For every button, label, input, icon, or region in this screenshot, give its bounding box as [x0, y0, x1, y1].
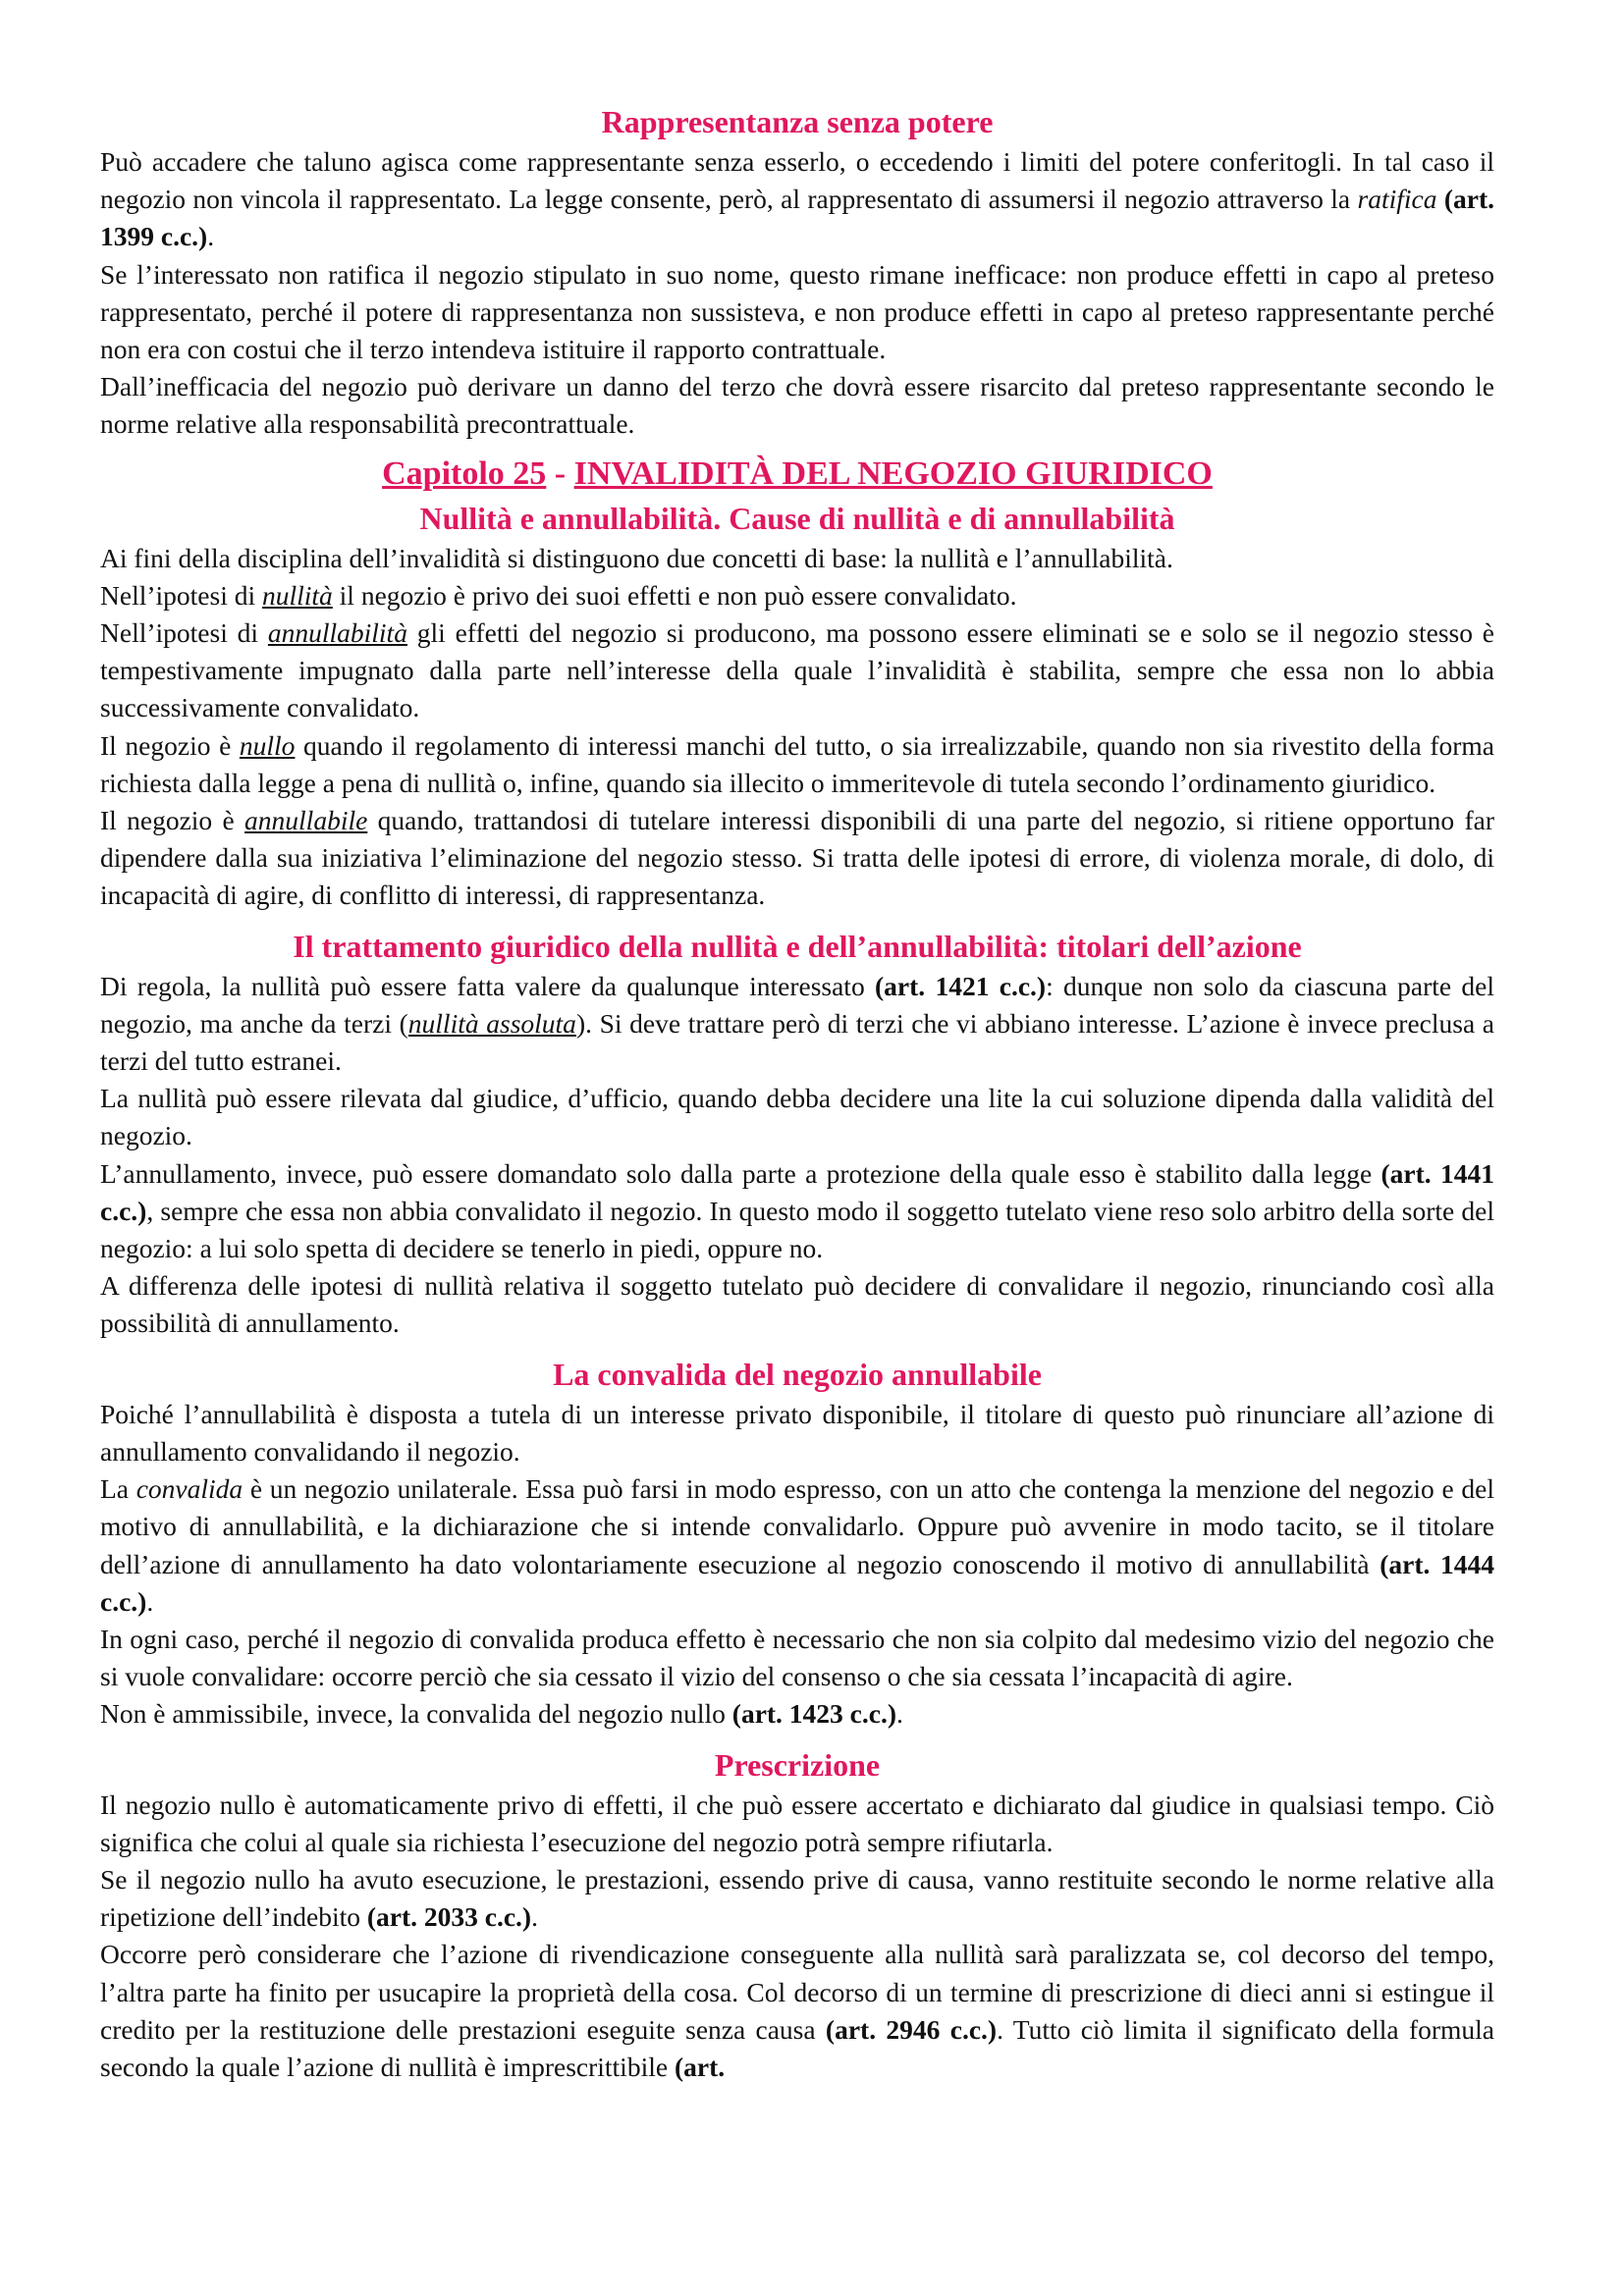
chapter-number: Capitolo 25 — [382, 454, 547, 492]
article-reference: (art. 2033 c.c.) — [366, 1901, 532, 1933]
paragraph: Se il negozio nullo ha avuto esecuzione, le prestazioni, essendo prive di causa, vanno restituite secondo le norme relative alla ripetizione dell’indebito (art. 2033 c.c.). — [100, 1863, 1494, 1933]
paragraph: Nell’ipotesi di nullità il negozio è privo dei suoi effetti e non può essere convalidato. — [100, 579, 1017, 611]
paragraph: La nullità può essere rilevata dal giudice, d’ufficio, quando debba decidere una lite la cui soluzione dipenda dalla validità del negozio. — [100, 1083, 1494, 1151]
section-title-rappresentanza: Rappresentanza senza potere — [601, 104, 994, 139]
chapter-title: Capitolo 25 - INVALIDITÀ DEL NEGOZIO GIURIDICO — [382, 454, 1213, 492]
chapter-name: INVALIDITÀ DEL NEGOZIO GIURIDICO — [573, 454, 1213, 492]
section-title-prescrizione: Prescrizione — [714, 1746, 881, 1783]
section-title-convalida: La convalida del negozio annullabile — [553, 1356, 1042, 1392]
article-reference: (art. 1421 c.c.) — [875, 970, 1047, 1001]
paragraph: A differenza delle ipotesi di nullità relativa il soggetto tutelato può decidere di convalidare il negozio, rinunciando così alla possibilità di annullamento. — [100, 1270, 1494, 1339]
paragraph: Non è ammissibile, invece, la convalida del negozio nullo (art. 1423 c.c.). — [100, 1698, 903, 1730]
paragraph: Il negozio è annullabile quando, trattandosi di tutelare interessi disponibili di una parte del negozio, si ritiene opportuno far dipendere dalla sua iniziativa l’eliminazione del negozio stesso. Si tratta delle ipotesi di errore, di violenza morale, di dolo, di incapacità di agire, di conflitto di interessi, di rappresentanza. — [100, 805, 1495, 911]
paragraph: In ogni caso, perché il negozio di convalida produca effetto è necessario che non sia colpito dal medesimo vizio del negozio che si vuole convalidare: occorre perciò che sia cessato il vizio del consenso o che sia cessata l’incapacità di agire. — [100, 1623, 1494, 1692]
emphasis-term: annullabile — [244, 805, 368, 836]
document-page — [100, 100, 1494, 2086]
paragraph: Ai fini della disciplina dell’invalidità si distinguono due concetti di base: la nullità e l’annullabilità. — [100, 542, 1173, 573]
paragraph: Se l’interessato non ratifica il negozio stipulato in suo nome, questo rimane inefficace: non produce effetti in capo al preteso rappresentato, perché il potere di rappresentanza non sussisteva, e non produce effetti in capo al preteso rappresentante perché non era con costui che il terzo intendeva istituire il rapporto contrattuale. — [100, 258, 1494, 365]
emphasis-term: convalida — [135, 1473, 243, 1505]
article-reference: (art. 1444 c.c.) — [100, 1548, 1494, 1617]
paragraph: Occorre però considerare che l’azione di rivendicazione conseguente alla nullità sarà paralizzata se, col decorso del tempo, l’altra parte ha finito per usucapire la proprietà della cosa. Col decorso di un termine di prescrizione di dieci anni si estingue il credito per la restituzione delle prestazioni eseguite senza causa (art. 2946 c.c.). Tutto ciò limita il significato della formula secondo la quale l’azione di nullità è imprescrittibile (art. — [100, 1939, 1494, 2082]
article-reference: (art. 2946 c.c.) — [825, 2013, 998, 2045]
paragraph: Nell’ipotesi di annullabilità gli effetti del negozio si producono, ma possono essere eliminati se e solo se il negozio stesso è tempestivamente impugnato dalla parte nell’interesse della quale l’invalidità è stabilita, sempre che essa non lo abbia successivamente convalidato. — [100, 617, 1494, 723]
paragraph: Il negozio è nullo quando il regolamento di interessi manchi del tutto, o sia irrealizzabile, quando non sia rivestito della forma richiesta dalla legge a pena di nullità o, infine, quando sia illecito o immeritevole di tutela secondo l’ordinamento giuridico. — [100, 729, 1494, 798]
emphasis-term: ratifica — [1357, 184, 1437, 215]
paragraph: Può accadere che taluno agisca come rappresentante senza esserlo, o eccedendo i limiti del potere conferitogli. In tal caso il negozio non vincola il rappresentato. La legge consente, però, al rappresentato di assumersi il negozio attraverso la ratifica (art. 1399 c.c.). — [100, 146, 1495, 252]
section-title-trattamento: Il trattamento giuridico della nullità e dell’annullabilità: titolari dell’azione — [293, 928, 1302, 964]
article-reference: (art. 1441 c.c.) — [100, 1157, 1494, 1226]
paragraph: L’annullamento, invece, può essere domandato solo dalla parte a protezione della quale esso è stabilito dalla legge (art. 1441 c.c.), sempre che essa non abbia convalidato il negozio. In questo modo il soggetto tutelato viene reso solo arbitro della sorte del negozio: a lui solo spetta di decidere se tenerlo in piedi, oppure no. — [100, 1157, 1494, 1264]
paragraph: Il negozio nullo è automaticamente privo di effetti, il che può essere accertato e dichiarato dal giudice in qualsiasi tempo. Ciò significa che colui al quale sia richiesta l’esecuzione del negozio potrà sempre rifiutarla. — [100, 1789, 1494, 1857]
emphasis-term: nullità assoluta — [407, 1007, 576, 1039]
article-reference: (art. — [674, 2051, 726, 2082]
article-reference: (art. 1399 c.c.) — [100, 184, 1495, 252]
emphasis-term: nullità — [261, 579, 333, 611]
paragraph: La convalida è un negozio unilaterale. Essa può farsi in modo espresso, con un atto che contenga la menzione del negozio e del motivo di annullabilità, e la dichiarazione che si intende convalidarlo. Oppure può avvenire in modo tacito, se il titolare dell’azione di annullamento ha dato volontariamente esecuzione al negozio conoscendo il motivo di annullabilità (art. 1444 c.c.). — [100, 1473, 1494, 1617]
section-title-nullita: Nullità e annullabilità. Cause di nullità e di annullabilità — [419, 500, 1175, 536]
emphasis-term: annullabilità — [267, 617, 407, 649]
paragraph: Dall’inefficacia del negozio può derivare un danno del terzo che dovrà essere risarcito dal preteso rappresentante secondo le norme relative alla responsabilità precontrattuale. — [100, 371, 1494, 440]
article-reference: (art. 1423 c.c.) — [731, 1698, 896, 1730]
paragraph: Di regola, la nullità può essere fatta valere da qualunque interessato (art. 1421 c.c.): dunque non solo da ciascuna parte del negozio, ma anche da terzi (nullità assoluta). Si deve trattare però di terzi che vi abbiano interesse. L’azione è invece preclusa a terzi del tutto estranei. — [100, 970, 1494, 1077]
emphasis-term: nullo — [239, 729, 296, 761]
paragraph: Poiché l’annullabilità è disposta a tutela di un interesse privato disponibile, il titolare di questo può rinunciare all’azione di annullamento convalidando il negozio. — [100, 1398, 1494, 1467]
